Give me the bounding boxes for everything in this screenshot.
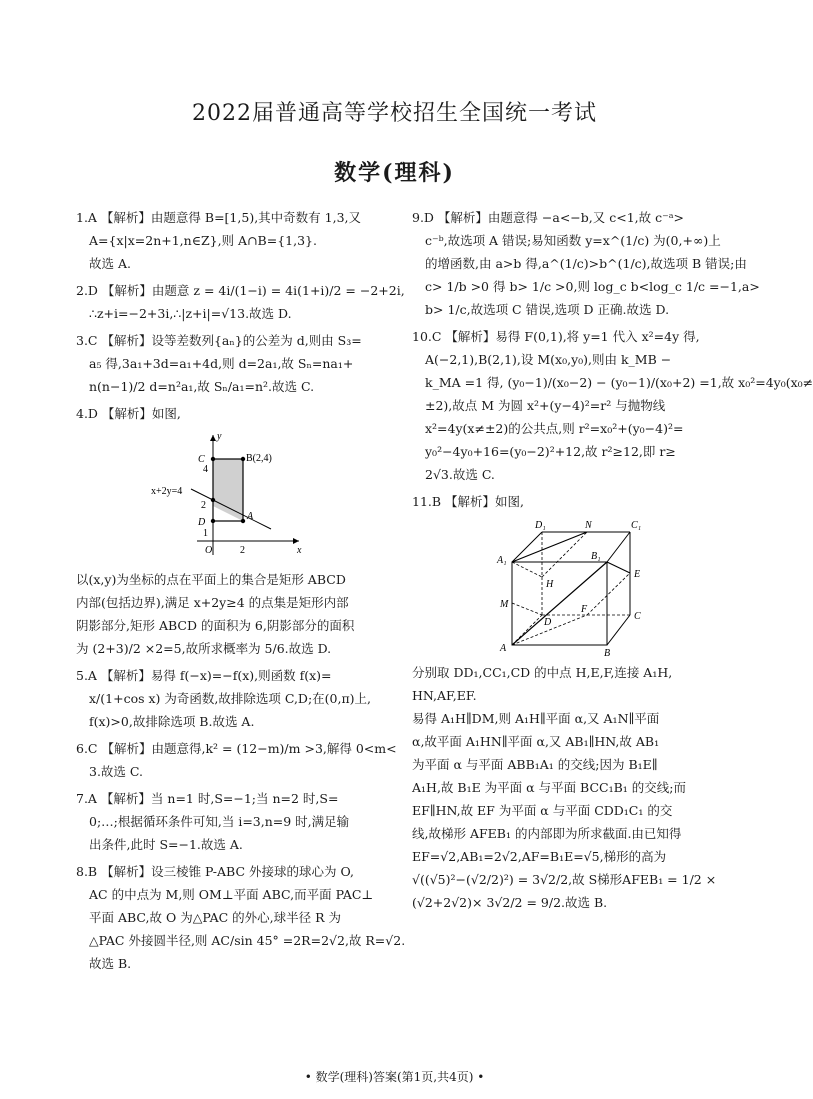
text-line: AC 的中点为 M,则 OM⊥平面 ABC,而平面 PAC⊥ (89, 887, 374, 902)
text-line: HN,AF,EF. (412, 688, 477, 703)
svg-text:A₁: A₁ (497, 555, 507, 566)
solution-q9 (412, 206, 760, 321)
text-line: c⁻ᵇ,故选项 A 错误;易知函数 y=x^(1/c) 为(0,+∞)上 (425, 233, 721, 248)
text-line: √((√5)²−(√2/2)²) = 3√2/2,故 S梯形AFEB₁ = 1/2 × (412, 872, 717, 887)
svg-text:B(2,4): B(2,4) (246, 453, 272, 464)
text-line: 为平面 α 与平面 ABB₁A₁ 的交线;因为 B₁E∥ (412, 757, 658, 772)
text-line: 9.D 【解析】由题意得 −a<−b,又 c<1,故 c⁻ᵃ> (412, 210, 684, 225)
figure-q4-region-diagram (151, 429, 311, 564)
text-line: EF∥HN,故 EF 为平面 α 与平面 CDD₁C₁ 的交 (412, 803, 673, 818)
svg-text:D: D (544, 617, 552, 628)
text-line: 10.C 【解析】易得 F(0,1),将 y=1 代入 x²=4y 得, (412, 329, 700, 344)
text-line: A₁H,故 B₁E 为平面 α 与平面 BCC₁B₁ 的交线;而 (412, 780, 686, 795)
svg-text:B₁: B₁ (591, 551, 601, 562)
text-line: (√2+2√2)× 3√2/2 = 9/2.故选 B. (412, 895, 608, 910)
text-line: EF=√2,AB₁=2√2,AF=B₁E=√5,梯形的高为 (412, 849, 667, 864)
svg-text:C: C (634, 611, 641, 622)
text-line: α,故平面 A₁HN∥平面 α,又 AB₁∥HN,故 AB₁ (412, 734, 660, 749)
text-line: 线,故梯形 AFEB₁ 的内部即为所求截面.由已知得 (412, 826, 682, 841)
svg-text:M: M (500, 599, 509, 610)
text-line: y₀²−4y₀+16=(y₀−2)²+12,故 r²≥12,即 r≥ (425, 444, 676, 459)
solution-q7 (76, 787, 381, 856)
solution-q6 (76, 737, 397, 783)
text-line: x/(1+cos x) 为奇函数,故排除选项 C,D;在(0,π)上, (89, 691, 372, 706)
text-line: 故选 B. (89, 956, 132, 971)
svg-text:2: 2 (201, 500, 206, 511)
svg-text:D₁: D₁ (535, 520, 546, 531)
text-line: a₅ 得,3a₁+3d=a₁+4d,则 d=2a₁,故 Sₙ=na₁+ (89, 356, 354, 371)
solution-q2 (76, 279, 405, 325)
svg-text:4: 4 (203, 464, 208, 475)
svg-text:E: E (634, 569, 641, 580)
svg-text:H: H (546, 579, 554, 590)
text-line: 分别取 DD₁,CC₁,CD 的中点 H,E,F,连接 A₁H, (412, 665, 673, 680)
text-line: c> 1/b >0 得 b> 1/c >0,则 log_c b<log_c 1/c =−1,a> (425, 279, 760, 294)
right-column (412, 206, 813, 918)
solution-q5 (76, 664, 381, 733)
page-subtitle: 数学(理科) (334, 160, 455, 186)
text-line: 0;…;根据循环条件可知,当 i=3,n=9 时,满足输 (89, 814, 350, 829)
text-line: △PAC 外接圆半径,则 AC/sin 45° =2R=2√2,故 R=√2. (89, 933, 406, 948)
text-line: 故选 A. (89, 256, 131, 271)
svg-text:C₁: C₁ (631, 520, 642, 531)
text-line: A={x|x=2n+1,n∈Z},则 A∩B={1,3}. (89, 233, 317, 248)
svg-text:1: 1 (203, 528, 208, 539)
solution-q3 (76, 329, 381, 398)
solution-q4b (76, 568, 381, 660)
text-line: ±2),故点 M 为圆 x²+(y−4)²=r² 与抛物线 (425, 398, 666, 413)
text-line: 平面 ABC,故 O 为△PAC 的外心,球半径 R 为 (89, 910, 341, 925)
svg-text:x+2y=4: x+2y=4 (151, 486, 183, 497)
left-column (76, 206, 406, 979)
text-line: 11.B 【解析】如图, (412, 494, 525, 509)
page-footer: • 数学(理科)答案(第1页,共4页) • (304, 1070, 485, 1084)
text-line: 3.C 【解析】设等差数列{aₙ}的公差为 d,则由 S₃= (76, 333, 362, 348)
text-line: b> 1/c,故选项 C 错误,选项 D 正确.故选 D. (425, 302, 670, 317)
svg-text:A: A (247, 511, 254, 522)
text-line: 5.A 【解析】易得 f(−x)=−f(x),则函数 f(x)= (76, 668, 332, 683)
svg-text:x: x (297, 545, 302, 556)
text-line: x²=4y(x≠±2)的公共点,则 r²=x₀²+(y₀−4)²= (425, 421, 684, 436)
text-line: 为 (2+3)/2 ×2=5,故所求概率为 5/6.故选 D. (76, 641, 332, 656)
svg-text:O: O (205, 545, 213, 556)
text-line: 3.故选 C. (89, 764, 143, 779)
solution-q4 (76, 402, 381, 425)
svg-text:2: 2 (240, 545, 245, 556)
text-line: A(−2,1),B(2,1),设 M(x₀,y₀),则由 k_MB − (425, 352, 672, 367)
text-line: 内部(包括边界),满足 x+2y≥4 的点集是矩形内部 (76, 595, 349, 610)
text-line: 出条件,此时 S=−1.故选 A. (89, 837, 243, 852)
svg-text:y: y (217, 431, 222, 442)
solution-q11 (412, 490, 722, 513)
solution-q1 (76, 206, 381, 275)
solution-q8 (76, 860, 406, 975)
text-line: 易得 A₁H∥DM,则 A₁H∥平面 α,又 A₁N∥平面 (412, 711, 660, 726)
text-line: 的增函数,由 a>b 得,a^(1/c)>b^(1/c),故选项 B 错误;由 (425, 256, 747, 271)
text-line: 2√3.故选 C. (425, 467, 495, 482)
text-line: 2.D 【解析】由题意 z = 4i/(1−i) = 4i(1+i)/2 = −2+2i, (76, 283, 405, 298)
svg-text:A: A (500, 643, 507, 654)
svg-text:B: B (604, 648, 611, 659)
svg-text:F: F (581, 604, 588, 615)
solution-q10 (412, 325, 813, 486)
text-line: 4.D 【解析】如图, (76, 406, 181, 421)
text-line: 6.C 【解析】由题意得,k² = (12−m)/m >3,解得 0<m< (76, 741, 397, 756)
text-line: n(n−1)/2 d=n²a₁,故 Sₙ/a₁=n².故选 C. (89, 379, 315, 394)
text-line: 8.B 【解析】设三棱锥 P-ABC 外接球的球心为 O, (76, 864, 354, 879)
svg-text:N: N (585, 520, 592, 531)
text-line: ∴z+i=−2+3i,∴|z+i|=√13.故选 D. (89, 306, 292, 321)
svg-text:D: D (198, 517, 206, 528)
text-line: 以(x,y)为坐标的点在平面上的集合是矩形 ABCD (76, 572, 346, 587)
text-line: 1.A 【解析】由题意得 B=[1,5),其中奇数有 1,3,又 (76, 210, 361, 225)
text-line: 阴影部分,矩形 ABCD 的面积为 6,阴影部分的面积 (76, 618, 355, 633)
text-line: 7.A 【解析】当 n=1 时,S=−1;当 n=2 时,S= (76, 791, 339, 806)
svg-text:C: C (198, 454, 205, 465)
page-title: 2022届普通高等学校招生全国统一考试 (192, 101, 597, 126)
solution-q11b (412, 661, 722, 914)
text-line: f(x)>0,故排除选项 B.故选 A. (89, 714, 255, 729)
figure-q11-cube-diagram (497, 517, 667, 657)
text-line: k_MA =1 得, (y₀−1)/(x₀−2) − (y₀−1)/(x₀+2) =1,故 x₀²=4y₀(x₀≠ (425, 375, 813, 390)
